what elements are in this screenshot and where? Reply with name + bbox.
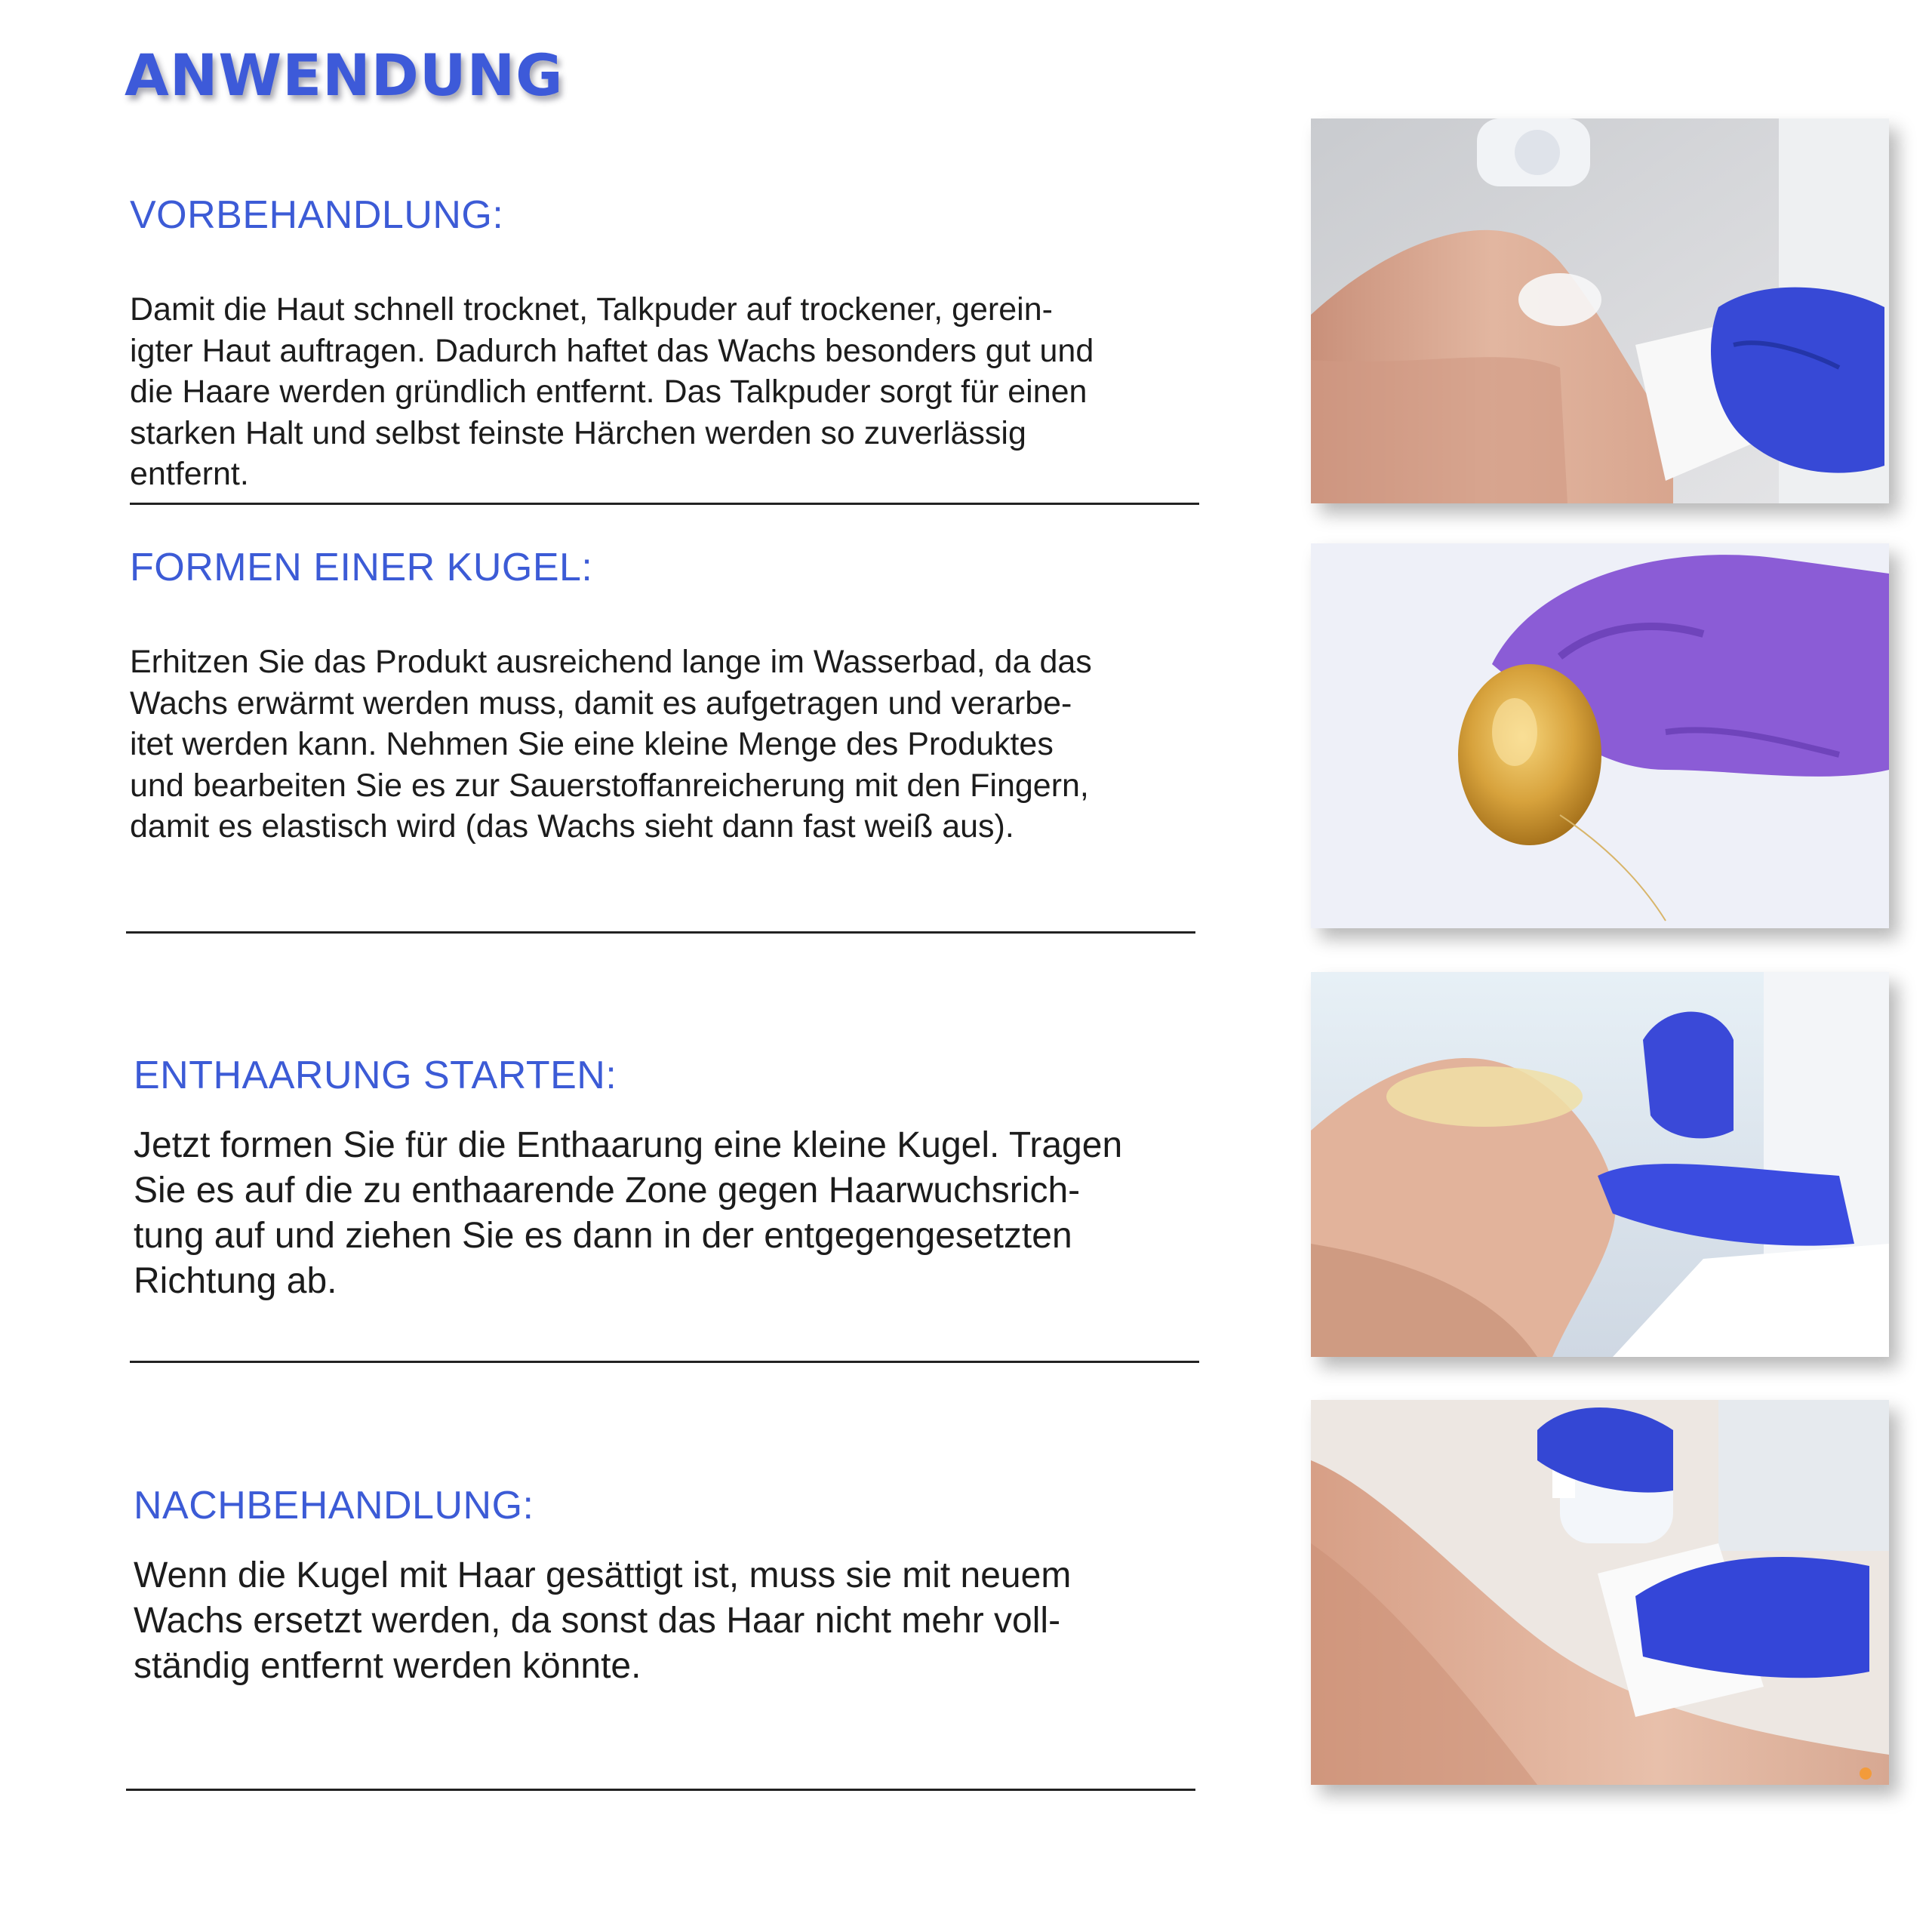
section-divider	[130, 503, 1199, 505]
text-line: Wachs ersetzt werden, da sonst das Haar nicht mehr voll-	[134, 1601, 1061, 1641]
section-text-nachbehandlung	[134, 1553, 1220, 1689]
section-heading-enthaarung-starten: ENTHAARUNG STARTEN:	[134, 1054, 617, 1097]
page-title: ANWENDUNG	[125, 42, 564, 109]
section-divider	[126, 1789, 1195, 1791]
text-line: Damit die Haut schnell trocknet, Talkpuder auf trockener, gerein-	[130, 291, 1053, 328]
text-line: itet werden kann. Nehmen Sie eine kleine Menge des Produktes	[130, 726, 1054, 762]
text-line: Sie es auf die zu enthaarende Zone gegen Haarwuchsrich-	[134, 1171, 1081, 1211]
text-line: igter Haut auftragen. Dadurch haftet das Wachs besonders gut und	[130, 332, 1094, 369]
text-line: damit es elastisch wird (das Wachs sieht dann fast weiß aus).	[130, 808, 1014, 844]
text-line: Wachs erwärmt werden muss, damit es aufgetragen und verarbe-	[130, 685, 1072, 721]
text-line: tung auf und ziehen Sie es dann in der entgegengesetzten	[134, 1216, 1072, 1256]
photo-wax-application-on-leg	[1311, 972, 1889, 1357]
section-heading-formen-einer-kugel: FORMEN EINER KUGEL:	[130, 546, 593, 589]
section-heading-nachbehandlung: NACHBEHANDLUNG:	[134, 1484, 534, 1527]
text-line: Wenn die Kugel mit Haar gesättigt ist, muss sie mit neuem	[134, 1555, 1072, 1595]
text-line: die Haare werden gründlich entfernt. Das Talkpuder sorgt für einen	[130, 374, 1088, 410]
photo-wax-ball-in-glove	[1311, 543, 1889, 928]
section-divider	[126, 931, 1195, 934]
section-heading-vorbehandlung: VORBEHANDLUNG:	[130, 193, 504, 237]
text-line: starken Halt und selbst feinste Härchen werden so zuverlässig	[130, 414, 1026, 451]
section-divider	[130, 1361, 1199, 1363]
text-line: entfernt.	[130, 456, 249, 492]
text-line: und bearbeiten Sie es zur Sauerstoffanreicherung mit den Fingern,	[130, 767, 1089, 804]
section-text-formen-einer-kugel	[130, 641, 1209, 848]
photo-talc-powder-on-leg	[1311, 118, 1889, 503]
section-text-vorbehandlung	[130, 289, 1209, 495]
photo-aftercare-lotion	[1311, 1400, 1889, 1785]
text-line: Erhitzen Sie das Produkt ausreichend lange im Wasserbad, da das	[130, 644, 1092, 680]
text-line: Jetzt formen Sie für die Enthaarung eine kleine Kugel. Tragen	[134, 1125, 1123, 1165]
text-line: ständig entfernt werden könnte.	[134, 1646, 641, 1686]
text-line: Richtung ab.	[134, 1261, 337, 1301]
section-text-enthaarung-starten	[134, 1123, 1220, 1304]
